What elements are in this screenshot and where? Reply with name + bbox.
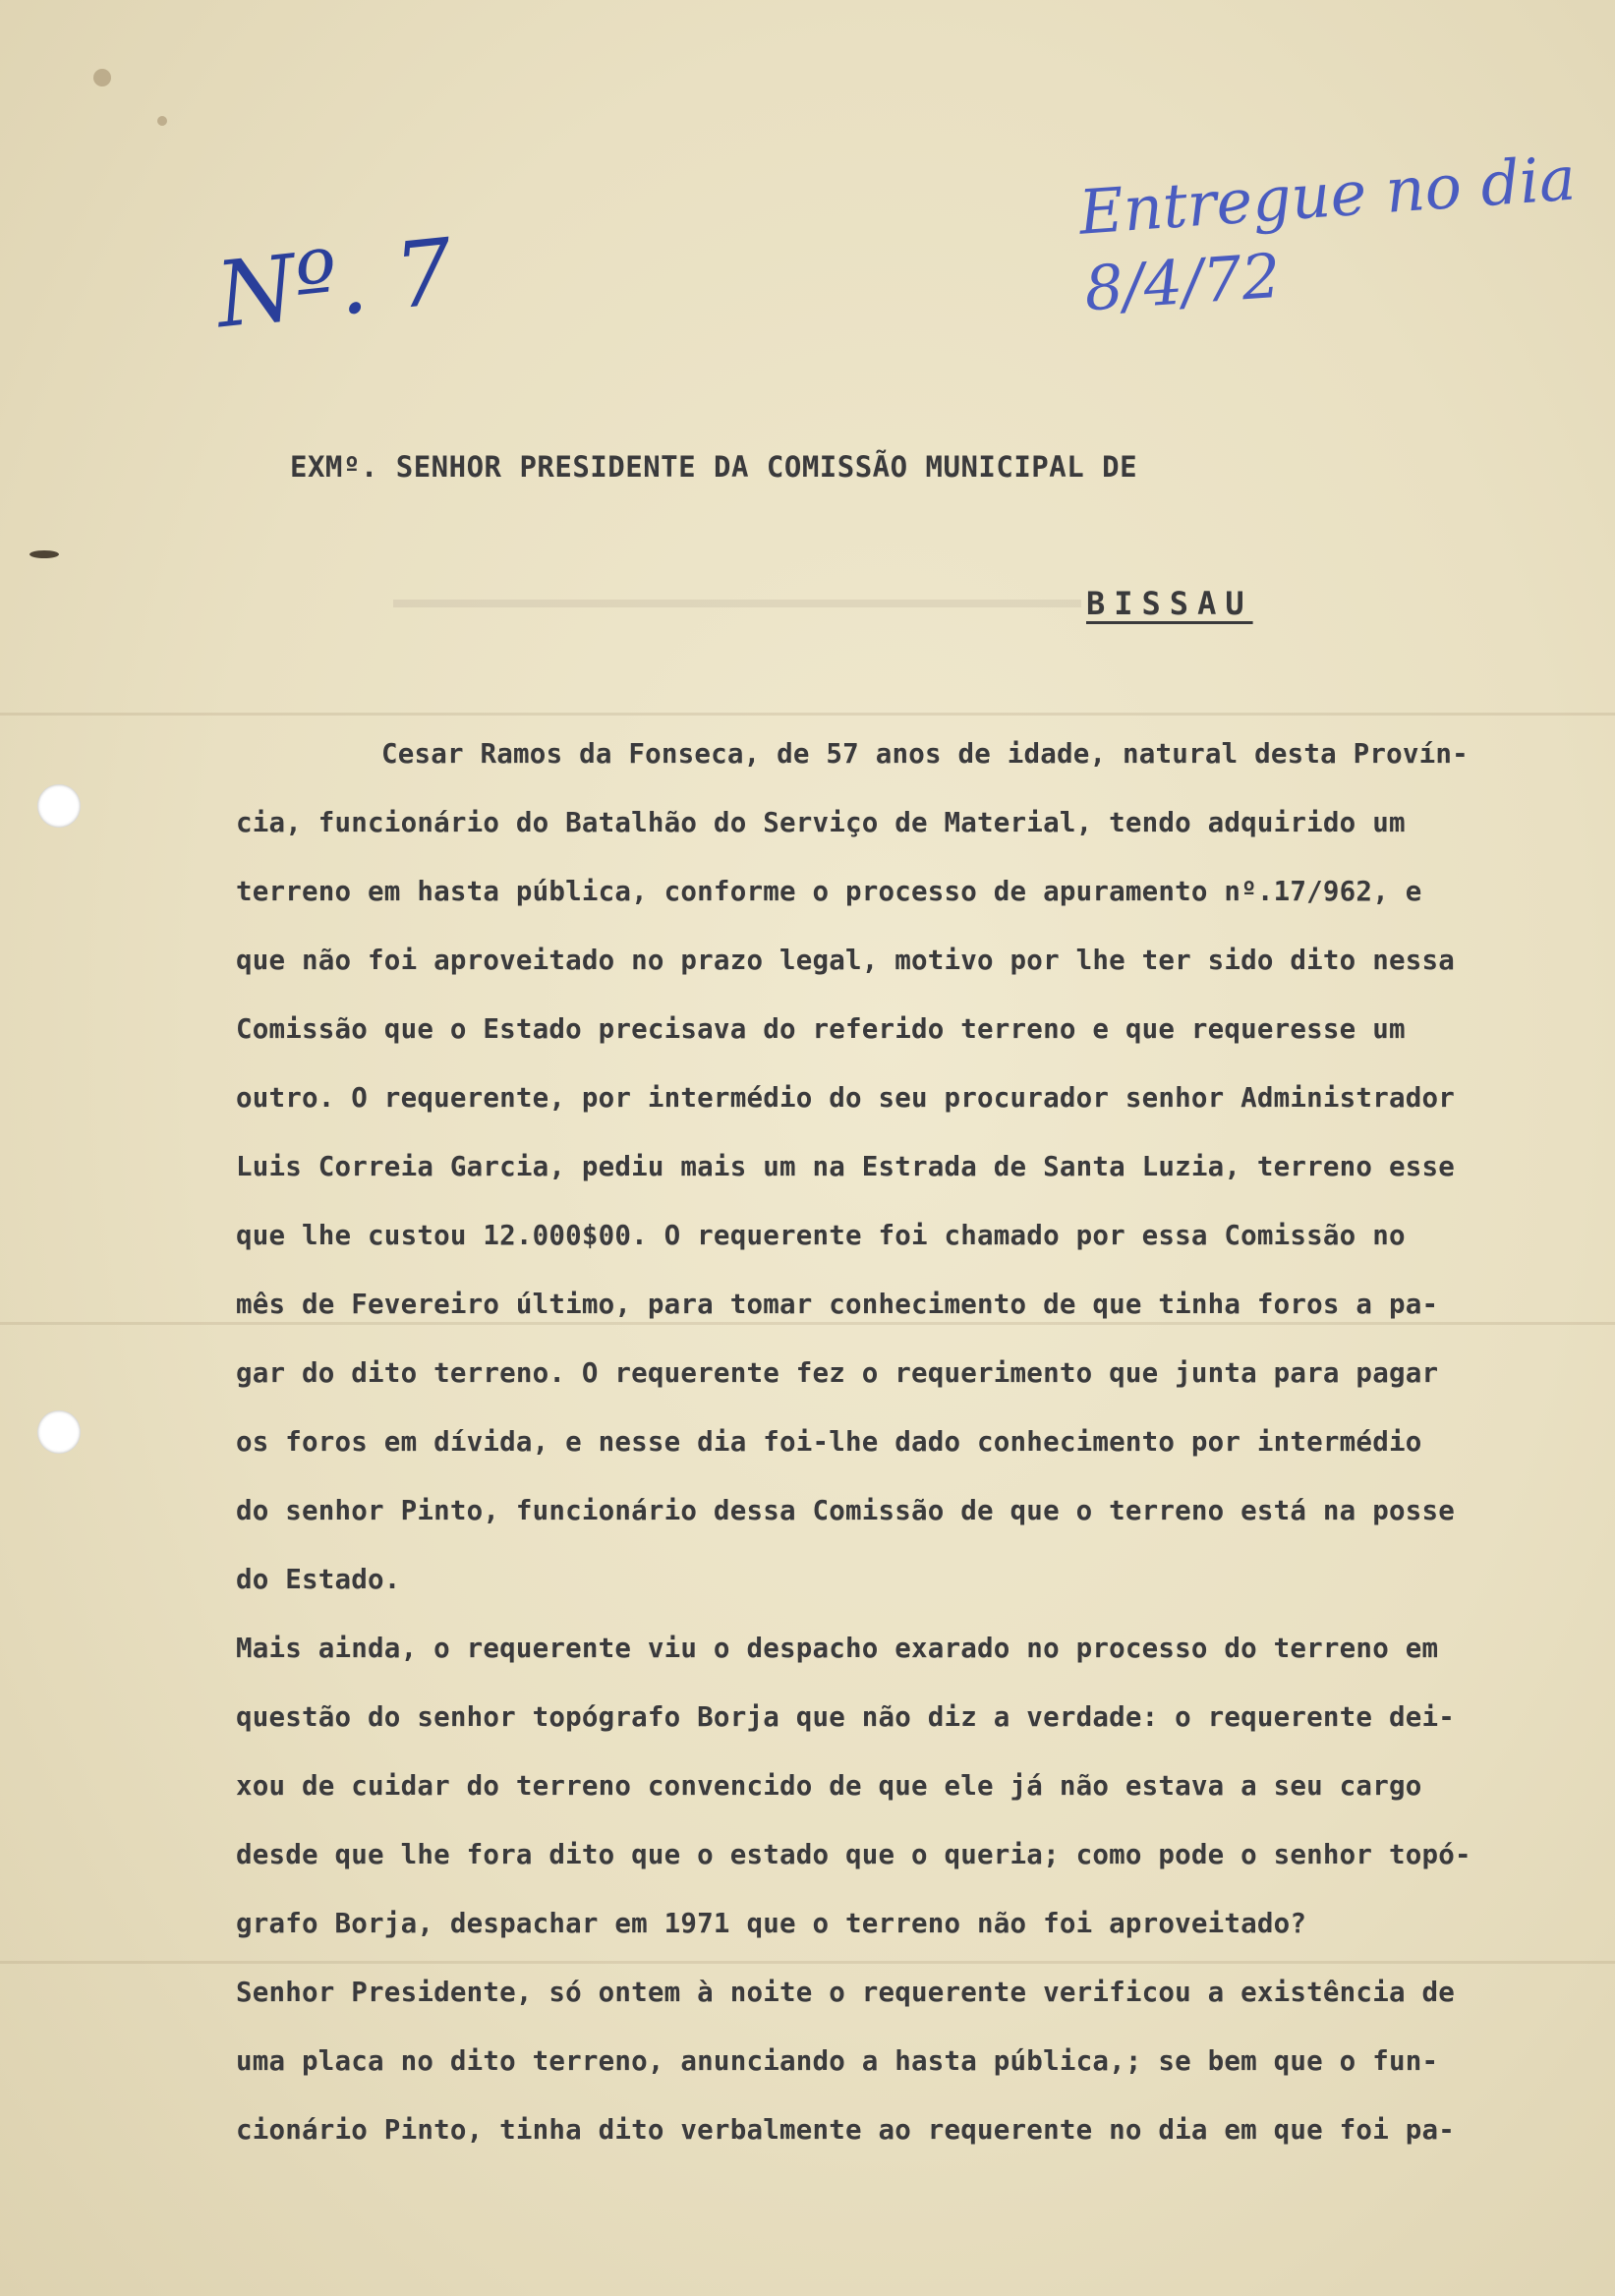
addressee-city: BISSAU [1086,585,1253,622]
body-line: outro. O requerente, por intermédio do seu procurador senhor Administrador [236,1082,1455,1114]
paper-stain [157,116,167,126]
body-line: do Estado. [236,1564,401,1595]
body-line: questão do senhor topógrafo Borja que não diz a verdade: o requerente dei- [236,1701,1455,1733]
punch-hole [37,1410,81,1454]
letter-body [236,719,1543,2164]
body-line: Mais ainda, o requerente viu o despacho exarado no processo do terreno em [236,1633,1439,1664]
body-line: que lhe custou 12.000$00. O requerente foi chamado por essa Comissão no [236,1220,1406,1251]
punch-hole [37,784,81,828]
body-line: cionário Pinto, tinha dito verbalmente ao requerente no dia em que foi pa- [236,2114,1455,2146]
body-line: grafo Borja, despachar em 1971 que o terreno não foi aproveitado? [236,1908,1307,1939]
body-line: gar do dito terreno. O requerente fez o requerimento que junta para pagar [236,1357,1439,1389]
body-line: Luis Correia Garcia, pediu mais um na Estrada de Santa Luzia, terreno esse [236,1151,1455,1182]
body-line: Senhor Presidente, só ontem à noite o requerente verificou a existência de [236,1977,1455,2008]
handwritten-doc-number: Nº. 7 [211,218,458,349]
paper-stain [29,550,59,558]
body-line: do senhor Pinto, funcionário dessa Comissão de que o terreno está na posse [236,1495,1455,1526]
body-line: xou de cuidar do terreno convencido de que ele já não estava a seu cargo [236,1770,1422,1802]
body-line: Comissão que o Estado precisava do referido terreno e que requeresse um [236,1013,1406,1045]
addressee-line: EXMº. SENHOR PRESIDENTE DA COMISSÃO MUNICIPAL DE [290,450,1138,484]
body-line: desde que lhe fora dito que o estado que o queria; como pode o senhor topó- [236,1839,1471,1870]
body-line: os foros em dívida, e nesse dia foi-lhe dado conhecimento por intermédio [236,1426,1422,1458]
paper-stain [93,69,111,86]
paper-fold [0,713,1615,716]
body-line: uma placa no dito terreno, anunciando a hasta pública,; se bem que o fun- [236,2045,1439,2077]
faded-text-smudge [393,600,1081,607]
body-line: mês de Fevereiro último, para tomar conhecimento de que tinha foros a pa- [236,1289,1439,1320]
body-line: cia, funcionário do Batalhão do Serviço de Material, tendo adquirido um [236,807,1406,838]
body-line: que não foi aproveitado no prazo legal, motivo por lhe ter sido dito nessa [236,945,1455,976]
body-line: terreno em hasta pública, conforme o processo de apuramento nº.17/962, e [236,876,1422,907]
body-line: Cesar Ramos da Fonseca, de 57 anos de idade, natural desta Provín- [381,738,1469,770]
handwritten-delivery-note: Entregue no dia 8/4/72 [1076,142,1579,324]
